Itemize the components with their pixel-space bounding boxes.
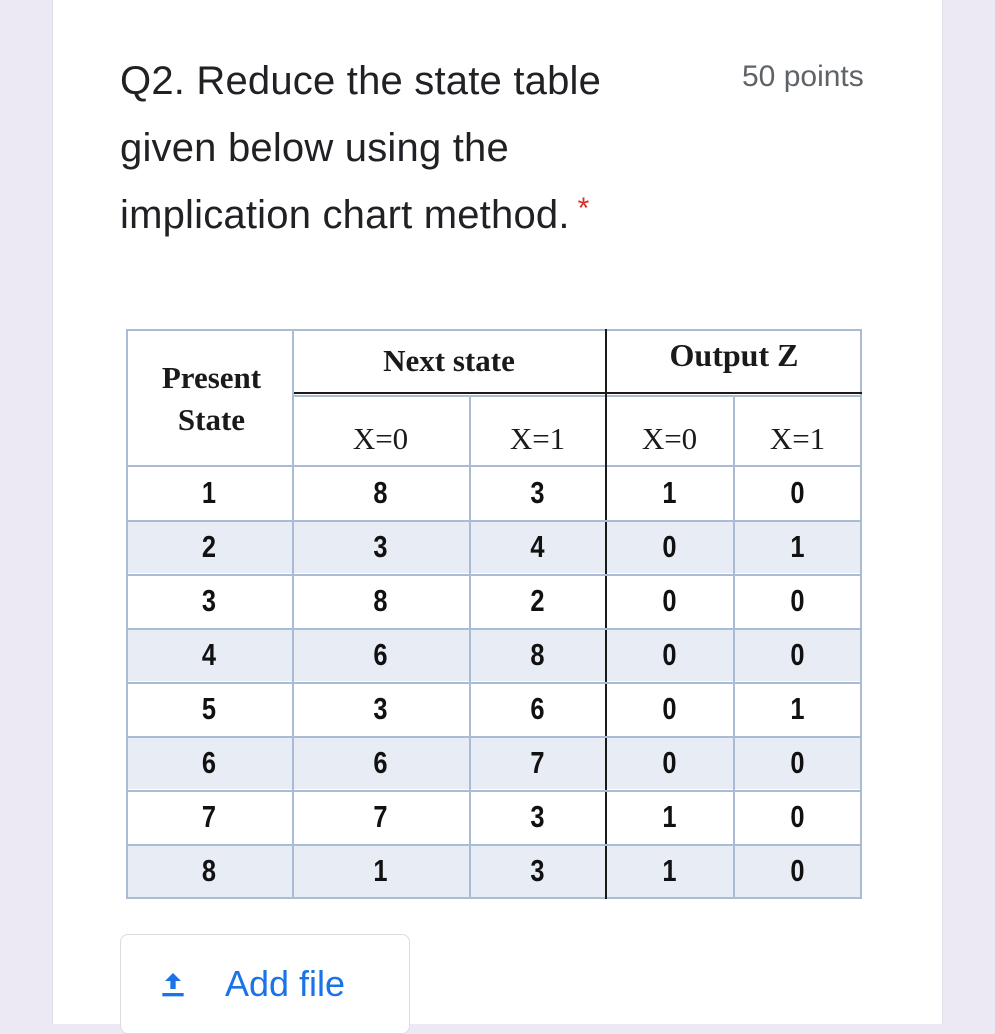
cell-output-x1: 1 xyxy=(790,529,805,564)
cell-next-x1: 4 xyxy=(530,529,545,564)
grid-header-split-shade xyxy=(292,395,862,397)
cell-next-x1: 3 xyxy=(530,853,545,888)
table-row xyxy=(126,791,862,843)
cell-next-x0: 7 xyxy=(373,799,388,834)
header-next-state: Next state xyxy=(383,343,515,378)
cell-output-x0: 0 xyxy=(662,691,677,726)
question-title xyxy=(120,48,680,252)
cell-next-x0: 6 xyxy=(373,637,388,672)
grid-header-split xyxy=(292,392,862,394)
cell-output-x0: 1 xyxy=(662,853,677,888)
cell-present-state: 7 xyxy=(201,799,217,834)
subheader-output-x1: X=1 xyxy=(769,421,826,456)
cell-next-x1: 3 xyxy=(530,799,545,834)
table-row xyxy=(126,467,862,519)
question-card xyxy=(52,0,943,1024)
cell-present-state: 1 xyxy=(201,475,217,510)
cell-present-state: 8 xyxy=(201,853,217,888)
header-output-z: Output Z xyxy=(669,337,799,373)
grid-header-bottom xyxy=(126,465,862,467)
cell-present-state: 3 xyxy=(201,583,217,618)
grid-row-sep xyxy=(126,682,862,684)
subheader-next-x0: X=0 xyxy=(352,421,409,456)
required-asterisk: * xyxy=(577,192,590,225)
grid-col-sep xyxy=(292,329,294,899)
cell-output-x1: 0 xyxy=(790,853,805,888)
cell-next-x1: 7 xyxy=(530,745,545,780)
cell-output-x0: 0 xyxy=(662,637,677,672)
cell-next-x0: 3 xyxy=(373,529,388,564)
cell-output-x1: 0 xyxy=(790,475,805,510)
cell-next-x1: 6 xyxy=(530,691,545,726)
grid-row-sep xyxy=(126,736,862,738)
cell-present-state: 6 xyxy=(201,745,217,780)
header-present-state xyxy=(134,357,289,441)
grid-bottom-border xyxy=(126,897,862,899)
cell-present-state: 2 xyxy=(201,529,217,564)
state-table-image xyxy=(126,329,862,899)
cell-output-x0: 0 xyxy=(662,583,677,618)
cell-next-x1: 2 xyxy=(530,583,545,618)
subheader-output-x0: X=0 xyxy=(641,421,698,456)
table-row xyxy=(126,521,862,573)
cell-next-x0: 8 xyxy=(373,475,388,510)
add-file-label: Add file xyxy=(225,963,346,1004)
grid-right-border xyxy=(860,329,862,899)
grid-col-sep xyxy=(605,329,607,899)
grid-row-sep xyxy=(126,520,862,522)
points-label: 50 points xyxy=(742,60,864,93)
grid-col-sep xyxy=(469,395,471,899)
upload-icon xyxy=(157,969,189,1001)
table-row xyxy=(126,683,862,735)
grid-row-sep xyxy=(126,844,862,846)
grid-col-sep xyxy=(733,395,735,899)
grid-left-border xyxy=(126,329,128,899)
cell-output-x1: 0 xyxy=(790,799,805,834)
grid-top-border xyxy=(126,329,862,331)
subheader-next-x1: X=1 xyxy=(509,421,566,456)
cell-output-x0: 1 xyxy=(662,475,677,510)
cell-output-x1: 0 xyxy=(790,583,805,618)
question-title-text: Q2. Reduce the state table given below using the implication chart method. xyxy=(120,59,602,237)
cell-next-x1: 8 xyxy=(530,637,545,672)
table-row xyxy=(126,845,862,897)
table-row xyxy=(126,629,862,681)
cell-next-x1: 3 xyxy=(530,475,545,510)
cell-next-x0: 3 xyxy=(373,691,388,726)
table-row xyxy=(126,575,862,627)
cell-output-x0: 0 xyxy=(662,745,677,780)
cell-output-x0: 1 xyxy=(662,799,677,834)
cell-present-state: 4 xyxy=(201,637,217,672)
cell-next-x0: 8 xyxy=(373,583,388,618)
add-file-button[interactable] xyxy=(120,934,410,1034)
cell-output-x1: 0 xyxy=(790,745,805,780)
grid-row-sep xyxy=(126,574,862,576)
grid-row-sep xyxy=(126,628,862,630)
grid-row-sep xyxy=(126,790,862,792)
cell-output-x0: 0 xyxy=(662,529,677,564)
cell-next-x0: 1 xyxy=(373,853,388,888)
cell-next-x0: 6 xyxy=(373,745,388,780)
cell-present-state: 5 xyxy=(201,691,217,726)
cell-output-x1: 1 xyxy=(790,691,805,726)
cell-output-x1: 0 xyxy=(790,637,805,672)
header-present-state-label: Present State xyxy=(161,360,262,437)
table-row xyxy=(126,737,862,789)
